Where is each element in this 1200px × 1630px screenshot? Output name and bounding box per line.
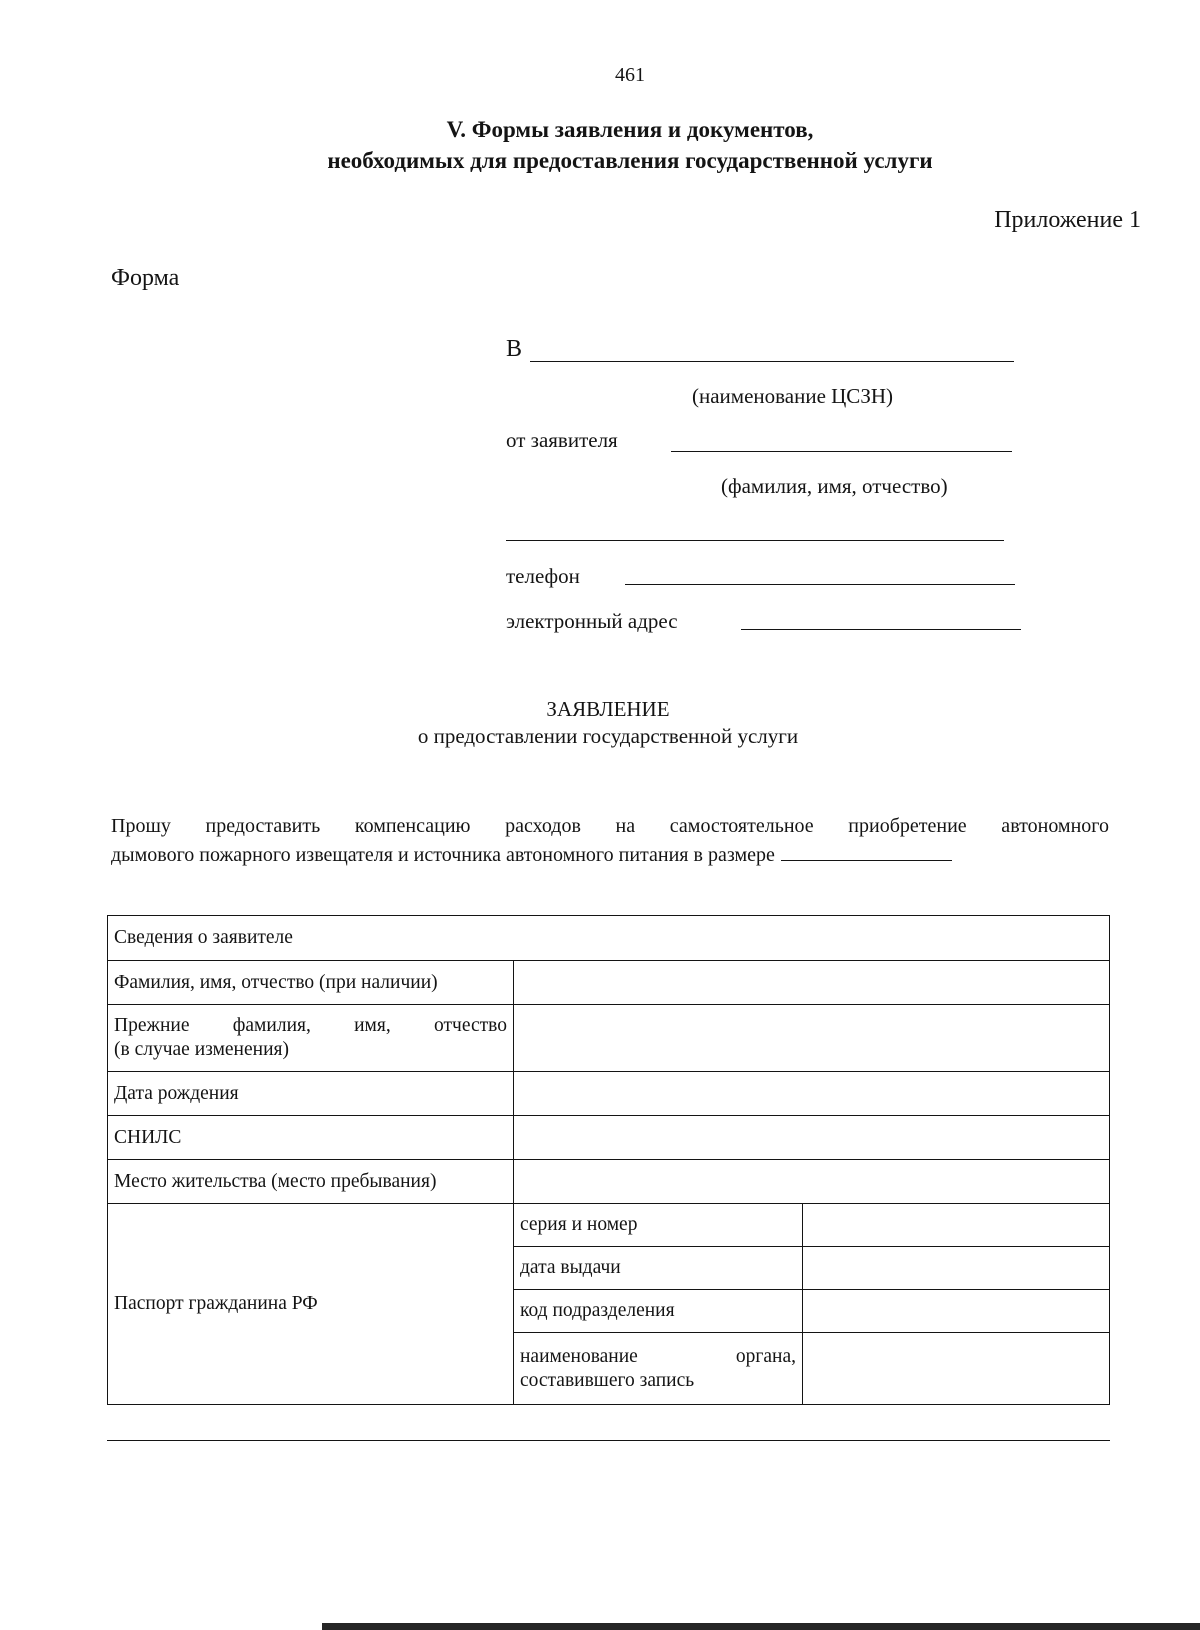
passport-series-number-label: серия и номер — [514, 1204, 803, 1247]
scan-edge-shadow — [322, 1623, 1200, 1630]
table-row — [108, 961, 1110, 1005]
residence-label: Место жительства (место пребывания) — [108, 1160, 514, 1204]
statement-subtitle: о предоставлении государственной услуги — [417, 724, 799, 748]
section-heading-line-1: V. Формы заявления и документов, — [446, 117, 814, 142]
request-line-1: Прошу предоставить компенсацию расходов на самостоятельное приобретение автономного — [111, 815, 1109, 837]
birth-date-label: Дата рождения — [108, 1072, 514, 1116]
addressee-blank-line — [530, 361, 1014, 362]
request-line-2: дымового пожарного извещателя и источника автономного питания в размере — [111, 844, 775, 866]
appendix-label: Приложение 1 — [994, 207, 1141, 233]
section-heading-line-2: необходимых для предоставления государственной услуги — [327, 148, 933, 173]
page-number: 461 — [615, 64, 645, 86]
applicant-blank-line — [671, 451, 1012, 452]
statement-title-block — [308, 696, 908, 750]
full-name-label: Фамилия, имя, отчество (при наличии) — [108, 961, 514, 1005]
passport-issuing-authority-value-cell — [803, 1333, 1110, 1405]
previous-name-label-line-1: Прежние фамилия, имя, отчество — [114, 1015, 507, 1036]
passport-series-number-value-cell — [803, 1204, 1110, 1247]
table-row — [108, 1005, 1110, 1072]
snils-label: СНИЛС — [108, 1116, 514, 1160]
bottom-separator-line — [107, 1440, 1110, 1441]
addressee-prefix: В — [506, 336, 523, 362]
section-heading — [112, 114, 1148, 176]
request-line-2-wrapper — [111, 840, 1109, 869]
email-label: электронный адрес — [506, 609, 678, 633]
amount-blank-line — [781, 840, 952, 861]
form-label: Форма — [111, 265, 180, 291]
passport-issuing-authority-label-line-2: составившего запись — [520, 1369, 695, 1391]
addressee-caption: (наименование ЦСЗН) — [692, 384, 893, 408]
applicant-extra-blank-line — [506, 540, 1004, 541]
passport-division-code-label: код подразделения — [514, 1290, 803, 1333]
table-row — [108, 1160, 1110, 1204]
statement-title: ЗАЯВЛЕНИЕ — [546, 697, 670, 721]
phone-blank-line — [625, 584, 1015, 585]
passport-issuing-authority-label-line-1: наименование органа, — [520, 1345, 796, 1367]
email-blank-line — [741, 629, 1021, 630]
previous-name-label — [108, 1005, 514, 1072]
passport-label: Паспорт гражданина РФ — [108, 1204, 514, 1405]
request-paragraph — [111, 812, 1109, 869]
table-section-header: Сведения о заявителе — [108, 916, 1110, 961]
table-row — [108, 1204, 1110, 1247]
table-row — [108, 1116, 1110, 1160]
phone-label: телефон — [506, 564, 580, 588]
table-row — [108, 1072, 1110, 1116]
snils-value-cell — [514, 1116, 1110, 1160]
passport-issue-date-label: дата выдачи — [514, 1247, 803, 1290]
table-header-row — [108, 916, 1110, 961]
passport-division-code-value-cell — [803, 1290, 1110, 1333]
applicant-label: от заявителя — [506, 428, 618, 452]
previous-name-label-line-2: (в случае изменения) — [114, 1039, 289, 1060]
birth-date-value-cell — [514, 1072, 1110, 1116]
passport-issuing-authority-label — [514, 1333, 803, 1405]
previous-name-value-cell — [514, 1005, 1110, 1072]
residence-value-cell — [514, 1160, 1110, 1204]
applicant-caption: (фамилия, имя, отчество) — [721, 474, 948, 498]
applicant-info-table — [107, 915, 1110, 1405]
full-name-value-cell — [514, 961, 1110, 1005]
passport-issue-date-value-cell — [803, 1247, 1110, 1290]
